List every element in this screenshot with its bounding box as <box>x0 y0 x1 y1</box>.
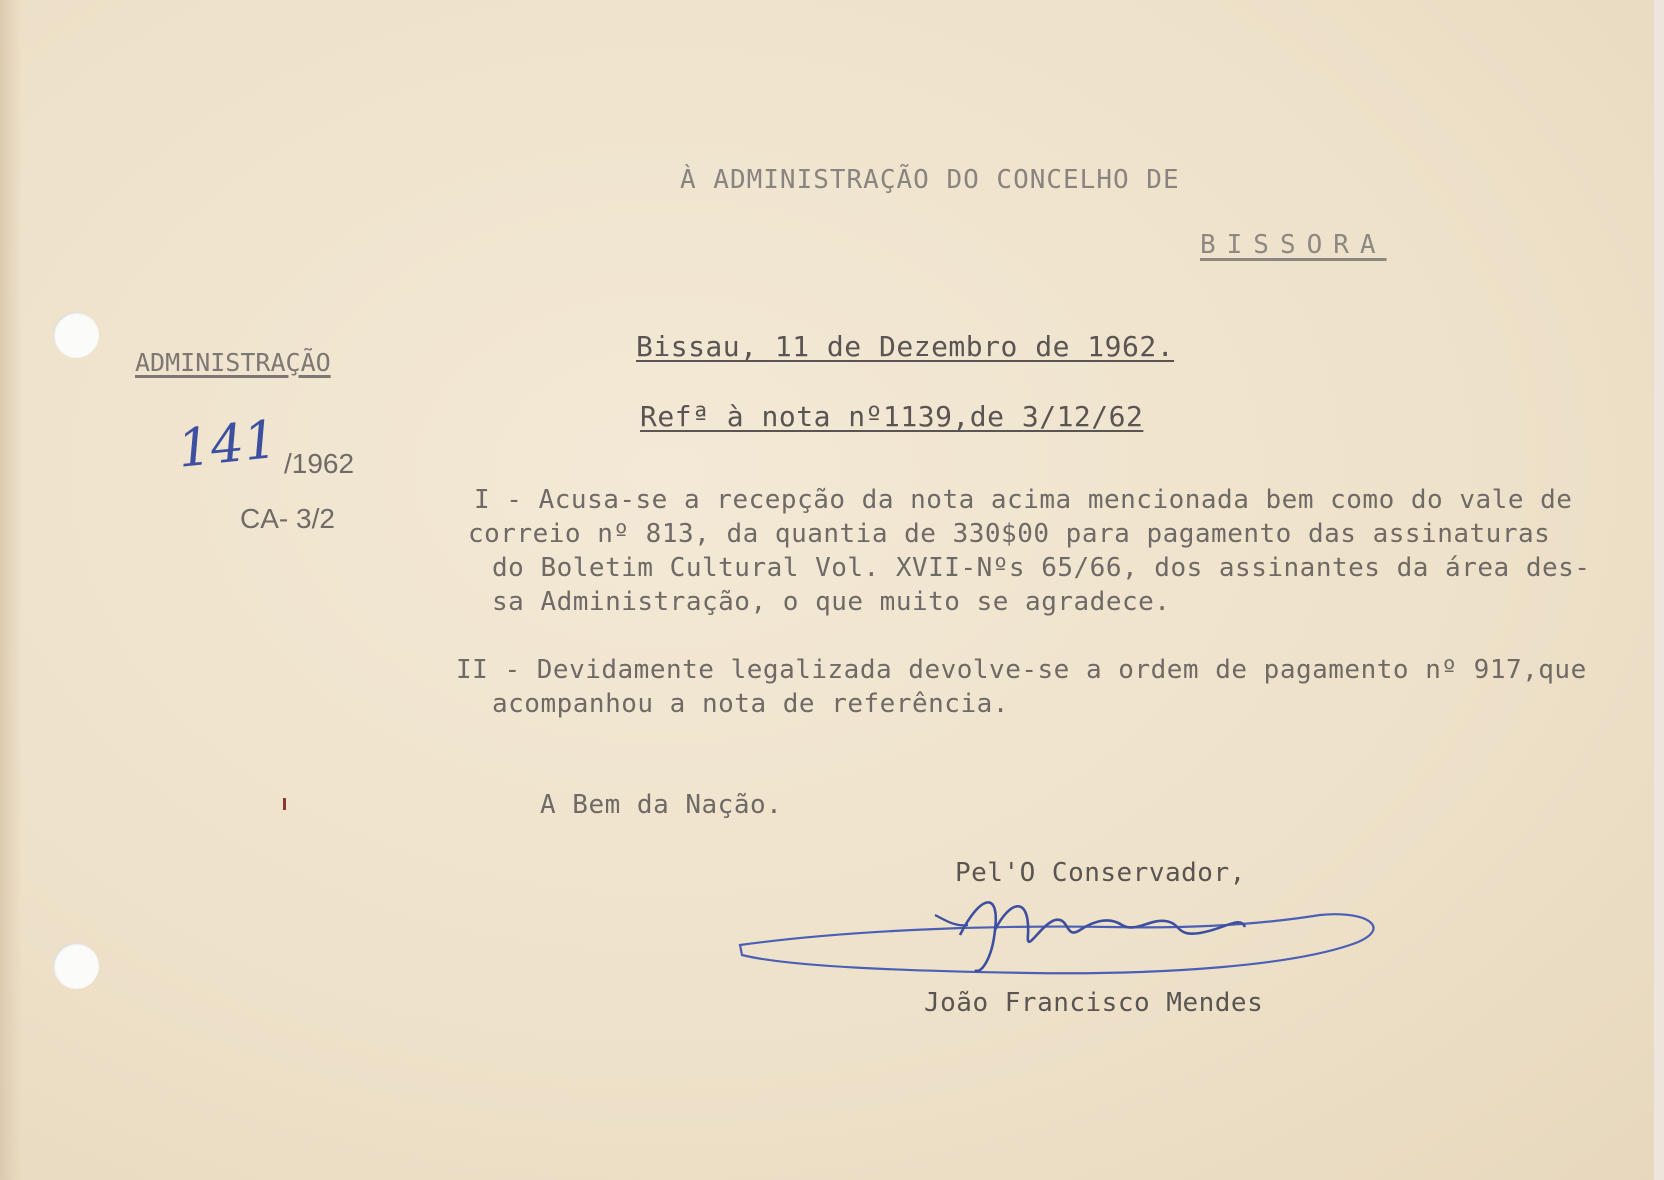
paragraph-2-line: acompanhou a nota de referência. <box>492 689 1009 719</box>
file-code: CA- 3/2 <box>240 503 335 534</box>
date-line: Bissau, 11 de Dezembro de 1962. <box>636 330 1175 363</box>
signature-scribble <box>730 875 1410 995</box>
paragraph-1-line: I - Acusa-se a recepção da nota acima mencionada bem como do vale de <box>474 485 1573 515</box>
signatory-title: Pel'O Conservador, <box>955 858 1246 888</box>
addressee-line: À ADMINISTRAÇÃO DO CONCELHO DE <box>680 165 1180 195</box>
paragraph-1-line: do Boletim Cultural Vol. XVII-Nºs 65/66, dos assinantes da área des- <box>492 553 1591 583</box>
margin-year: /1962 <box>284 448 355 479</box>
paragraph-1-line: correio nº 813, da quantia de 330$00 para pagamento das assinaturas <box>468 519 1551 549</box>
punch-hole-top <box>53 312 99 358</box>
addressee-place: BISSORA <box>1200 230 1387 260</box>
reference-line: Refª à nota nº1139,de 3/12/62 <box>640 400 1144 433</box>
closing-line: A Bem da Nação. <box>540 790 783 820</box>
paragraph-2-line: II - Devidamente legalizada devolve-se a ordem de pagamento nº 917,que <box>456 655 1587 685</box>
paper-right-edge <box>1654 0 1664 1180</box>
signatory-name: João Francisco Mendes <box>924 988 1264 1018</box>
paragraph-1-line: sa Administração, o que muito se agradece. <box>492 587 1171 617</box>
stray-mark <box>283 798 286 810</box>
margin-header: ADMINISTRAÇÃO <box>135 348 331 377</box>
paper-left-edge <box>0 0 22 1180</box>
punch-hole-bottom <box>53 943 99 989</box>
handwritten-number: 141 <box>174 409 280 480</box>
